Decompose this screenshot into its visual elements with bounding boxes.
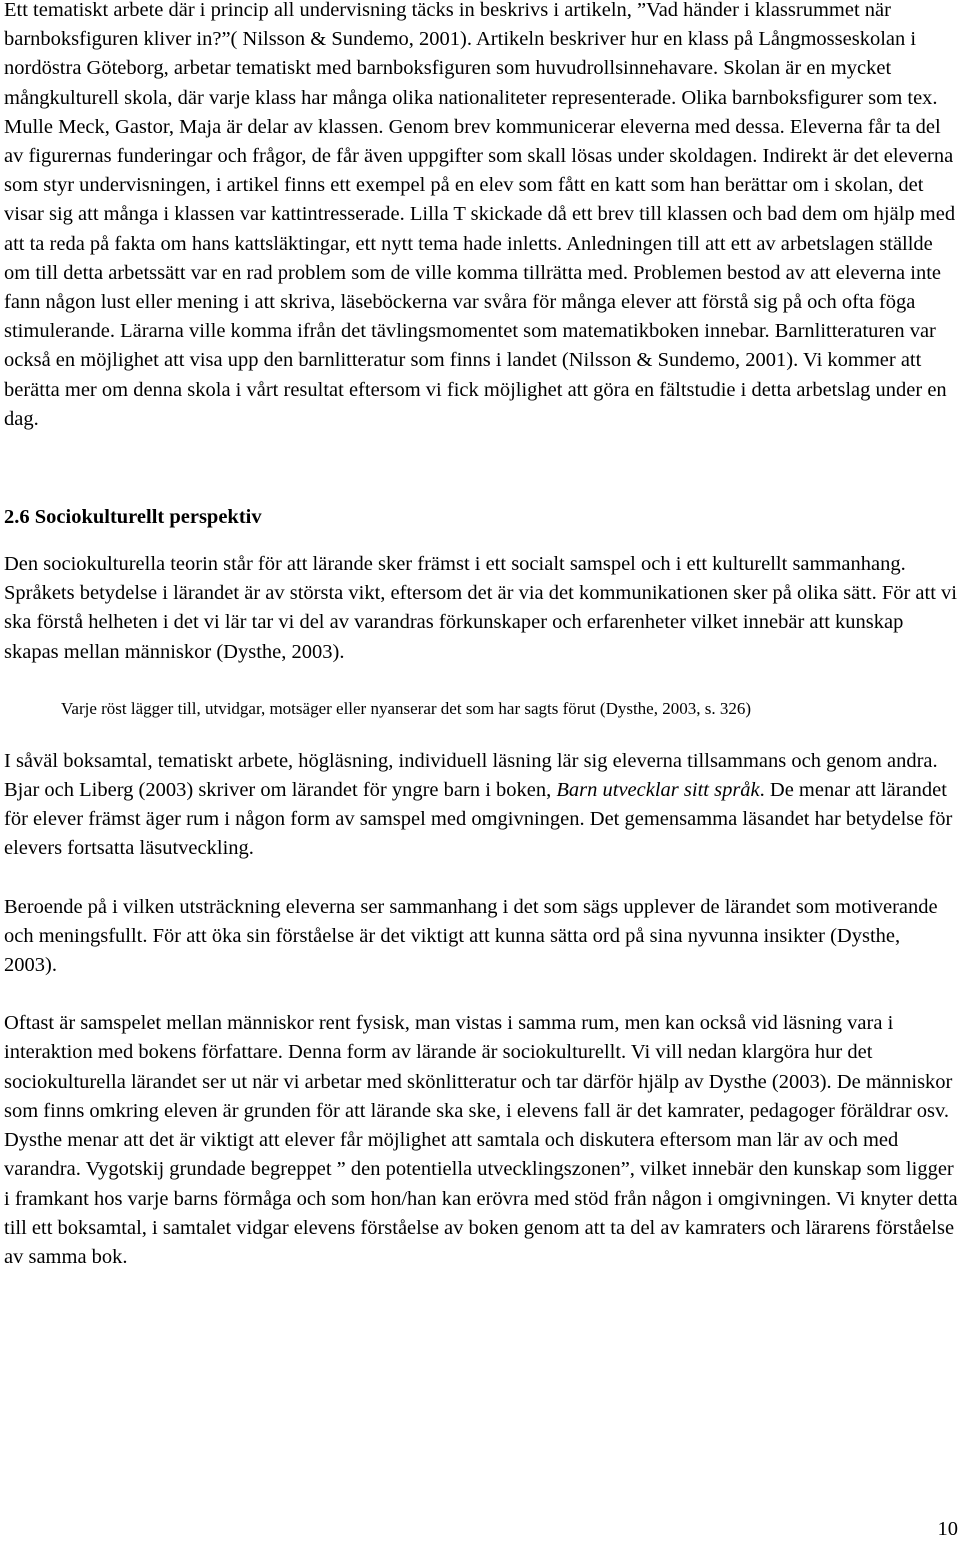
body-paragraph: Ett tematiskt arbete där i princip all undervisning täcks in beskrivs i artikeln, ”Vad händer i klassrummet när barnboksfiguren kliver in?”( Nilsson & Sundemo, 2001). Artikeln beskriver hur en klass på Långmosseskolan i nordöstra Göteborg, arbetar tematiskt med barnboksfiguren som huvudrollsinnehavare. Skolan är en mycket mångkulturell skola, där varje klass har många olika nationaliteter representerade. Olika barnboksfigurer som tex. Mulle Meck, Gastor, Maja är delar av klassen. Genom brev kommunicerar eleverna med dessa. Eleverna får ta del av figurernas funderingar och frågor, de får även uppgifter som skall lösas under skoldagen. Indirekt är det eleverna som styr undervisningen, i artikel finns ett exempel på en elev som fått en katt som han berättar om i skolan, det visar sig att många i klassen var kattintresserade. Lilla T skickade då ett brev till klassen och bad dem om hjälp med att ta reda på fakta om hans kattsläktingar, ett nytt tema hade inletts. Anledningen till att ett av arbetslagen ställde om till detta arbetssätt var en rad problem som de ville komma tillrätta med. Problemen bestod av att eleverna inte fann någon lust eller mening i att skriva, läseböckerna var svåra för många elever att förstå sig på och ofta föga stimulerande. Lärarna ville komma ifrån det tävlingsmomentet som matematikboken innebar. Barnlitteraturen var också en möjlighet att visa upp den barnlitteratur som finns i landet (Nilsson & Sundemo, 2001). Vi kommer att berätta mer om denna skola i vårt resultat eftersom vi fick möjlighet att göra en fältstudie i detta arbetslag under en dag.	[4, 0, 956, 430]
body-paragraph	[4, 747, 958, 864]
body-paragraph: Den sociokulturella teorin står för att lärande sker främst i ett socialt samspel och i ett kulturellt sammanhang. Språkets betydelse i lärandet är av största vikt, eftersom det är via det kommunikationen sker på olika sätt. För att vi ska förstå helheten i det vi lär tar vi del av varandras förkunskaper och erfarenheter vilket innebär att kunskap skapas mellan människor (Dysthe, 2003).	[4, 553, 957, 663]
body-paragraph: Beroende på i vilken utsträckning eleverna ser sammanhang i det som sägs upplever de lärandet som motiverande och meningsfullt. För att öka sin förståelse är det viktigt att kunna sätta ord på sina nyvunna insikter (Dysthe, 2003).	[4, 895, 938, 977]
block-quote: Varje röst lägger till, utvidgar, motsäger eller nyanserar det som har sagts förut (Dysthe, 2003, s. 326)	[61, 698, 752, 718]
paragraph-text: I såväl boksamtal, tematiskt arbete, högläsning, individuell läsning lär sig eleverna tillsammans och genom andra. Bjar och Liberg (2003) skriver om lärandet för yngre barn i boken,	[4, 749, 938, 802]
paragraph-text: . De menar att lärandet för elever främst äger rum i någon form av samspel med omgivningen. Det gemensamma läsandet har betydelse för elevers fortsatta läsutveckling.	[4, 779, 953, 860]
document-page	[4, 0, 958, 1272]
page-number: 10	[937, 1518, 958, 1540]
section-heading: 2.6 Sociokulturellt perspektiv	[4, 506, 262, 529]
book-title: Barn utvecklar sitt språk	[556, 779, 760, 802]
body-paragraph: Oftast är samspelet mellan människor rent fysisk, man vistas i samma rum, men kan också vid läsning vara i interaktion med bokens författare. Denna form av lärande är sociokulturellt. Vi vill nedan klargöra hur det sociokulturella lärandet ser ut när vi arbetar med skönlitteratur och tar därför hjälp av Dysthe (2003). De människor som finns omkring eleven är grunden för att lärande ska ske, i elevens fall är det kamrater, pedagoger föräldrar osv. Dysthe menar att det är viktigt att elever får möjlighet att samtala och diskutera eftersom man lär av och med varandra. Vygotskij grundade begreppet ” den potentiella utvecklingszonen”, vilket innebär den kunskap som ligger i framkant hos varje barns förmåga och som hon/han kan erövra med stöd från någon i omgivningen. Vi knyter detta till ett boksamtal, i samtalet vidgar elevens förståelse av boken genom att ta del av kamraters och lärarens förståelse av samma bok.	[4, 1012, 958, 1268]
